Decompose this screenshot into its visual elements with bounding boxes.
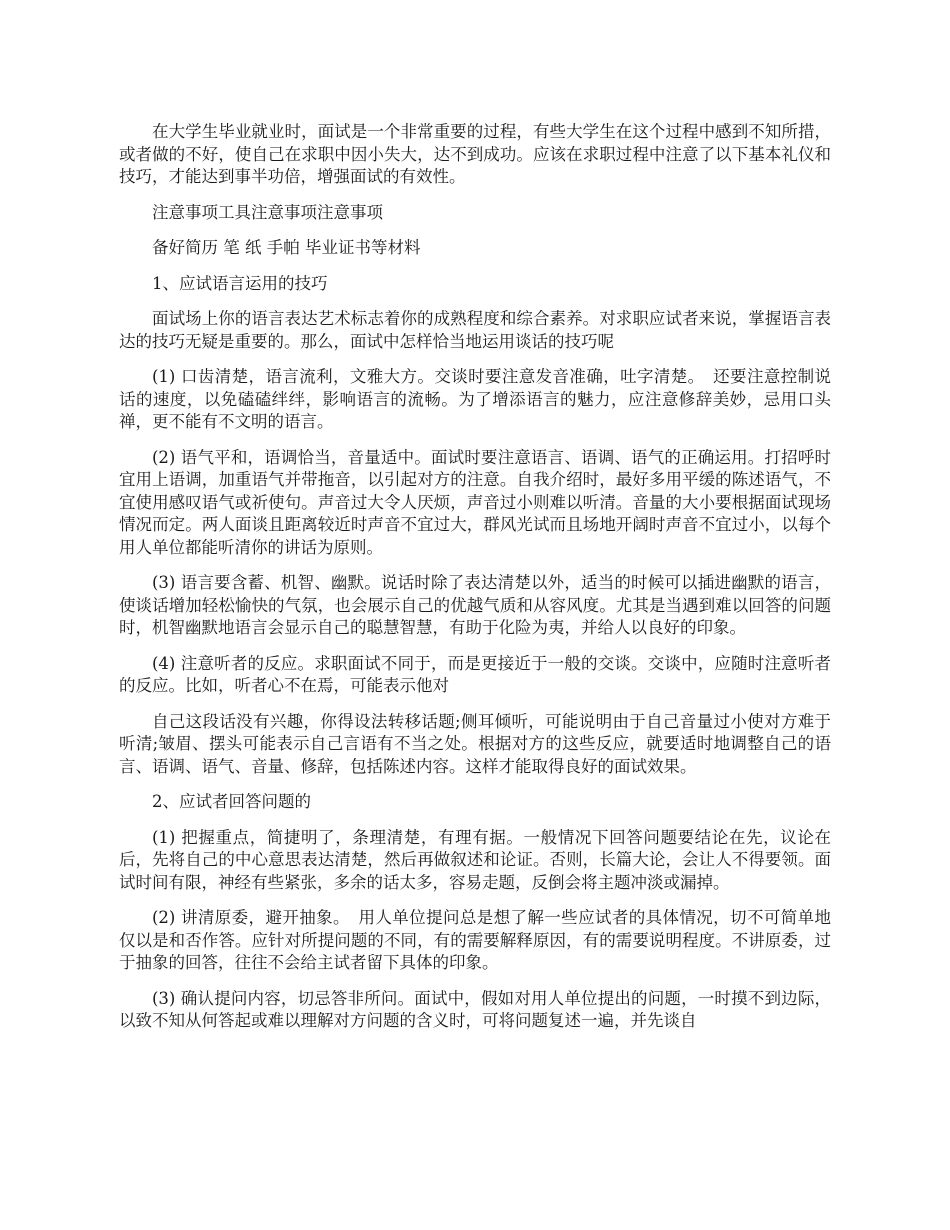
section-1-point-4-cont: 自己这段话没有兴趣，你得设法转移话题;侧耳倾听，可能说明由于自己音量过小使对方难于听清;皱眉、摆头可能表示自己言语有不当之处。根据对方的这些反应，就要适时地调整自己的语言、语调、语气、音量、修辞，包括陈述内容。这样才能取得良好的面试效果。 (119, 711, 831, 776)
section-1-point-1: (1) 口齿清楚，语言流利，文雅大方。交谈时要注意发音准确，吐字清楚。 还要注意控制说话的速度，以免磕磕绊绊，影响语言的流畅。为了增添语言的魅力，应注意修辞美妙，忌用口头禅，更不能有不文明的语言。 (119, 367, 831, 431)
notes-line: 注意事项工具注意事项注意事项 (152, 202, 383, 222)
document-body (119, 121, 831, 1046)
section-1-point-4: (4) 注意听者的反应。求职面试不同于，而是更接近于一般的交谈。交谈中，应随时注意听者的反应。比如，听者心不在焉，可能表示他对 (119, 653, 831, 695)
section-2-point-2: (2) 讲清原委，避开抽象。 用人单位提问总是想了解一些应试者的具体情况，切不可简单地仅以是和否作答。应针对所提问题的不同，有的需要解释原因，有的需要说明程度。不讲原委，过于抽象的回答，往往不会给主试者留下具体的印象。 (119, 908, 831, 972)
section-1-point-2: (2) 语气平和，语调恰当，音量适中。面试时要注意语言、语调、语气的正确运用。打招呼时宜用上语调，加重语气并带拖音，以引起对方的注意。自我介绍时，最好多用平缓的陈述语气，不宜使用感叹语气或祈使句。声音过大令人厌烦，声音过小则难以听清。音量的大小要根据面试现场情况而定。两人面谈且距离较近时声音不宜过大，群风光试而且场地开阔时声音不宜过小，以每个用人单位都能听清你的讲话为原则。 (119, 447, 831, 557)
section-1-intro: 面试场上你的语言表达艺术标志着你的成熟程度和综合素养。对求职应试者来说，掌握语言表达的技巧无疑是重要的。那么，面试中怎样恰当地运用谈话的技巧呢 (119, 309, 831, 351)
section-2-point-1: (1) 把握重点，简捷明了，条理清楚，有理有据。一般情况下回答问题要结论在先，议论在后，先将自己的中心意思表达清楚，然后再做叙述和论证。否则，长篇大论，会让人不得要领。面试时间有限，神经有些紧张，多余的话太多，容易走题，反倒会将主题冲淡或漏掉。 (119, 827, 831, 892)
section-heading-2: 2、应试者回答问题的 (152, 792, 311, 811)
section-2-point-3: (3) 确认提问内容，切忌答非所问。面试中，假如对用人单位提出的问题，一时摸不到边际，以致不知从何答起或难以理解对方问题的含义时，可将问题复述一遍，并先谈自 (119, 988, 831, 1030)
section-heading-1: 1、应试语言运用的技巧 (152, 273, 328, 293)
materials-line: 备好简历 笔 纸 手帕 毕业证书等材料 (152, 238, 421, 257)
intro-paragraph: 在大学生毕业就业时，面试是一个非常重要的过程，有些大学生在这个过程中感到不知所措，或者做的不好，使自己在求职中因小失大，达不到成功。应该在求职过程中注意了以下基本礼仪和技巧，才能达到事半功倍，增强面试的有效性。 (119, 122, 831, 186)
section-1-point-3: (3) 语言要含蓄、机智、幽默。说话时除了表达清楚以外，适当的时候可以插进幽默的语言，使谈话增加轻松愉快的气氛，也会展示自己的优越气质和从容风度。尤其是当遇到难以回答的问题时，机智幽默地语言会显示自己的聪慧智慧，有助于化险为夷，并给人以良好的印象。 (119, 573, 831, 637)
